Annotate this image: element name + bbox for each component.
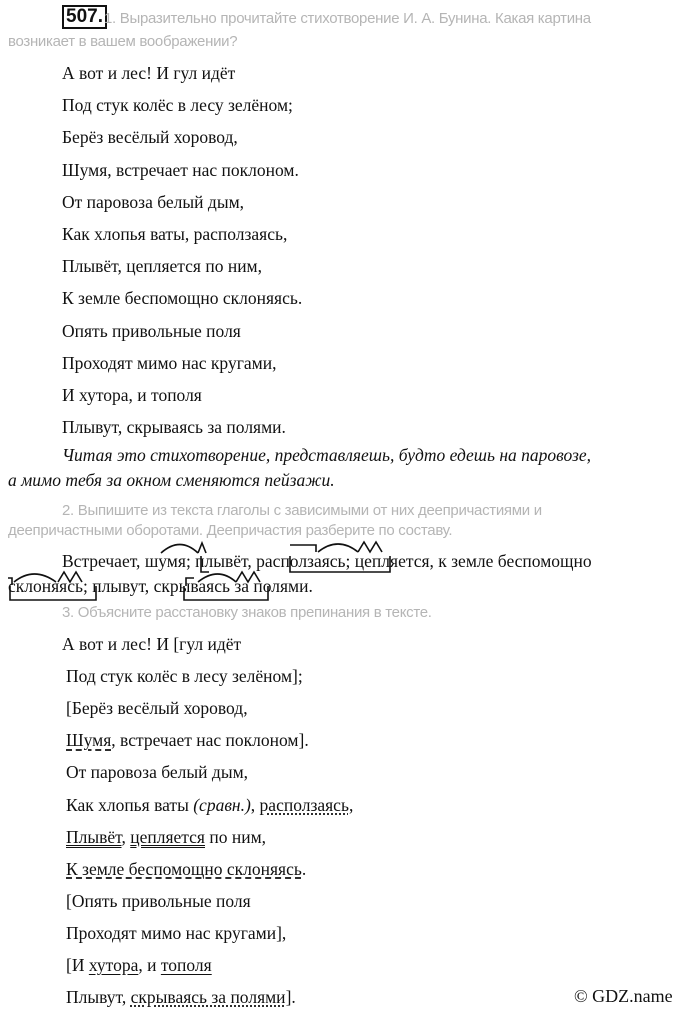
task-2-line: деепричастными оборотами. Деепричастия разберите по составу. [8,522,453,539]
text-segment: От паровоза белый дым, [66,762,249,783]
poem-line: Плывут, скрываясь за полями. [62,417,286,438]
text-segment: скрываясь [153,576,230,596]
text-segment: Плывут, [66,987,131,1008]
text-segment: Под стук колёс в лесу зелёном]; [66,666,303,687]
text-segment: по ним, [204,826,267,847]
poem-line: Берёз весёлый хоровод, [62,127,238,148]
analysis-line [66,729,309,751]
exercise-number: 507. [62,5,107,29]
underlined-word: тополя [160,955,212,975]
analysis-line [66,665,303,687]
task-1-line: возникает в вашем воображении? [8,33,238,50]
text-segment: , и [138,955,161,975]
underlined-word: расползаясь [259,794,349,815]
text-segment: , [348,794,354,815]
task-1-line: 1. Выразительно прочитайте стихотворение И. А. Бунина. Какая картина [104,10,591,27]
text-segment: А вот и лес! И [гул идёт [62,634,242,654]
poem-line: Как хлопья ваты, расползаясь, [62,224,288,244]
underlined-word: цепляется [130,826,205,847]
text-segment: ; плывёт, [185,551,257,571]
poem-line: К земле беспомощно склоняясь. [62,288,303,309]
analysis-line [66,858,306,880]
analysis-line [66,954,212,976]
analysis-line [66,986,296,1008]
task-2-line: 2. Выпишите из текста глаголы с зависимыми от них деепричастиями и [62,502,542,519]
text-segment: Встречает, [62,551,145,571]
note-text: (сравн.) [193,794,251,815]
text-segment: ; плывут, [82,576,154,596]
analysis-line [66,697,248,719]
analysis-line [66,922,286,944]
answer2-line [62,550,592,572]
analysis-line [66,794,353,816]
underlined-word: хутора [88,955,139,975]
text-segment: [Берёз весёлый хоровод, [66,698,248,719]
poem-line: Под стук колёс в лесу зелёном; [62,95,293,116]
text-segment: , встречает нас поклоном]. [111,730,309,751]
answer-1-line: Читая это стихотворение, представляешь, будто едешь на паровозе, [62,445,592,465]
poem-line: Проходят мимо нас кругами, [62,352,277,373]
text-segment: Проходят мимо нас кругами], [66,922,287,943]
text-segment: шумя [144,551,186,571]
underlined-word: К земле беспомощно склоняясь [66,858,302,879]
text-segment: склоняясь [8,576,83,596]
poem-line: От паровоза белый дым, [62,191,245,212]
answer2-line [8,575,313,597]
text-segment: [И [66,955,89,975]
answer-1-line: а мимо тебя за окном сменяются пейзажи. [8,470,335,490]
underlined-word: Шумя [66,730,112,751]
text-segment: ]. [285,987,296,1008]
analysis-line [66,826,266,848]
text-segment: Как хлопья ваты [66,794,194,815]
poem-line: Плывёт, цепляется по ним, [62,256,263,277]
underlined-word: Плывёт [66,826,122,847]
text-segment: , [250,794,260,815]
poem-line: А вот и лес! И гул идёт [62,63,236,83]
text-segment: . [301,858,307,879]
text-segment: [Опять привольные поля [66,890,251,911]
text-segment: , [121,826,131,847]
underlined-word: скрываясь за полями [130,987,286,1008]
text-segment: за полями. [229,576,313,596]
text-segment: расползаясь [256,551,346,571]
text-segment: ; цепляется, к земле беспомощно [345,551,592,571]
poem-line: Опять привольные поля [62,320,241,341]
watermark: © GDZ.name [574,986,673,1006]
analysis-line [62,633,241,655]
analysis-line [66,761,248,783]
task-3-line: 3. Объясните расстановку знаков препинания в тексте. [62,604,432,621]
analysis-line [66,890,251,912]
poem-line: Шумя, встречает нас поклоном. [62,159,299,180]
poem-line: И хутора, и тополя [62,385,202,405]
